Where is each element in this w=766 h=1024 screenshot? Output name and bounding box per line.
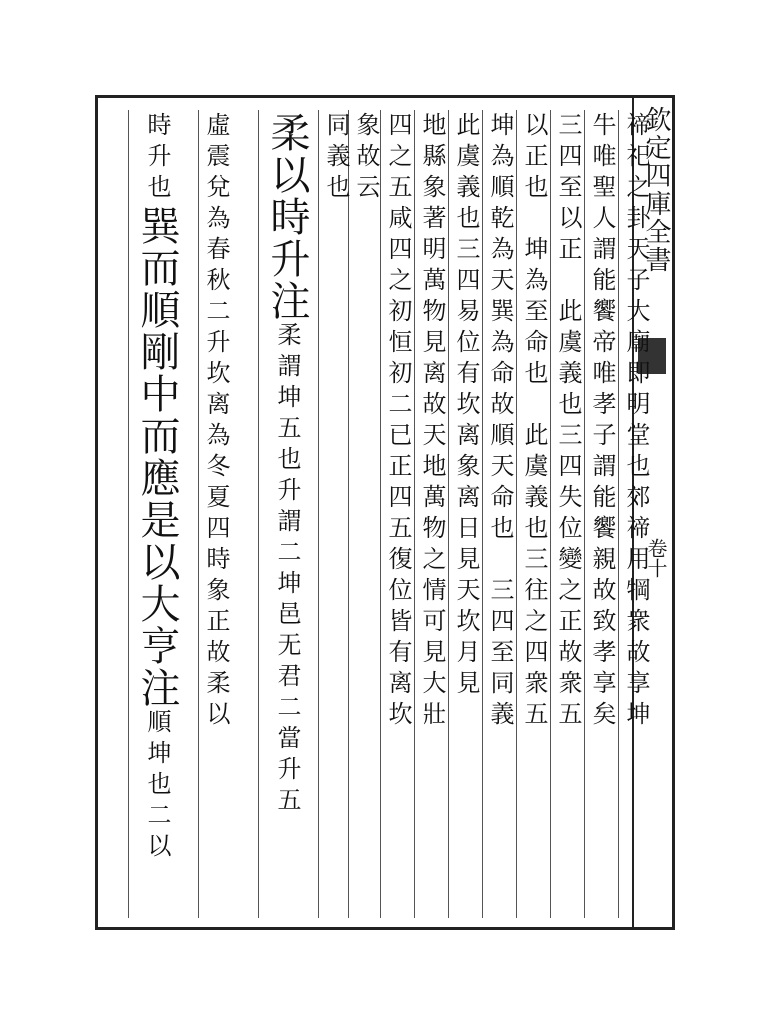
text-column: 此虞義也三四易位有坎离象离日見天坎月見 [448, 110, 484, 918]
main-text-column [128, 110, 186, 918]
text-column: 同義也 [318, 110, 354, 918]
page-frame [95, 95, 675, 930]
text-column: 三四至以正 此虞義也三四失位變之正故衆五 [550, 110, 586, 918]
main-text-column [258, 110, 316, 918]
juan-number: 卷十 [644, 538, 668, 578]
commentary-text: 柔謂坤五也升謂二坤邑无君二當升五 [273, 322, 301, 818]
text-column: 地縣象著明萬物見离故天地萬物之情可見大壯 [414, 110, 450, 918]
main-text: 巽而順剛中而應是以大亨注 [134, 205, 180, 709]
commentary-text: 順坤也二以 [143, 709, 171, 864]
text-column: 以正也 坤為至命也 此虞義也三往之四衆五 [516, 110, 552, 918]
commentary-text: 時升也 [143, 112, 171, 205]
text-column: 牛唯聖人謂能饗帝唯孝子謂能饗親故致孝享矣 [584, 110, 620, 918]
main-text: 柔以時升注 [264, 112, 310, 322]
text-column: 坤為順乾為天巽為命故順天命也 三四至同義 [482, 110, 518, 918]
text-column: 虛震兌為春秋二升坎离為冬夏四時象正故柔以 [198, 110, 234, 918]
text-column: 象故云 [348, 110, 384, 918]
text-column: 禘祀之卦天子大廟即明堂也郊禘用犅衆故享坤 [618, 110, 654, 918]
text-column: 四之五咸四之初恒初二已正四五復位皆有离坎 [380, 110, 416, 918]
book-title: 欽定四庫全書 [641, 106, 671, 274]
